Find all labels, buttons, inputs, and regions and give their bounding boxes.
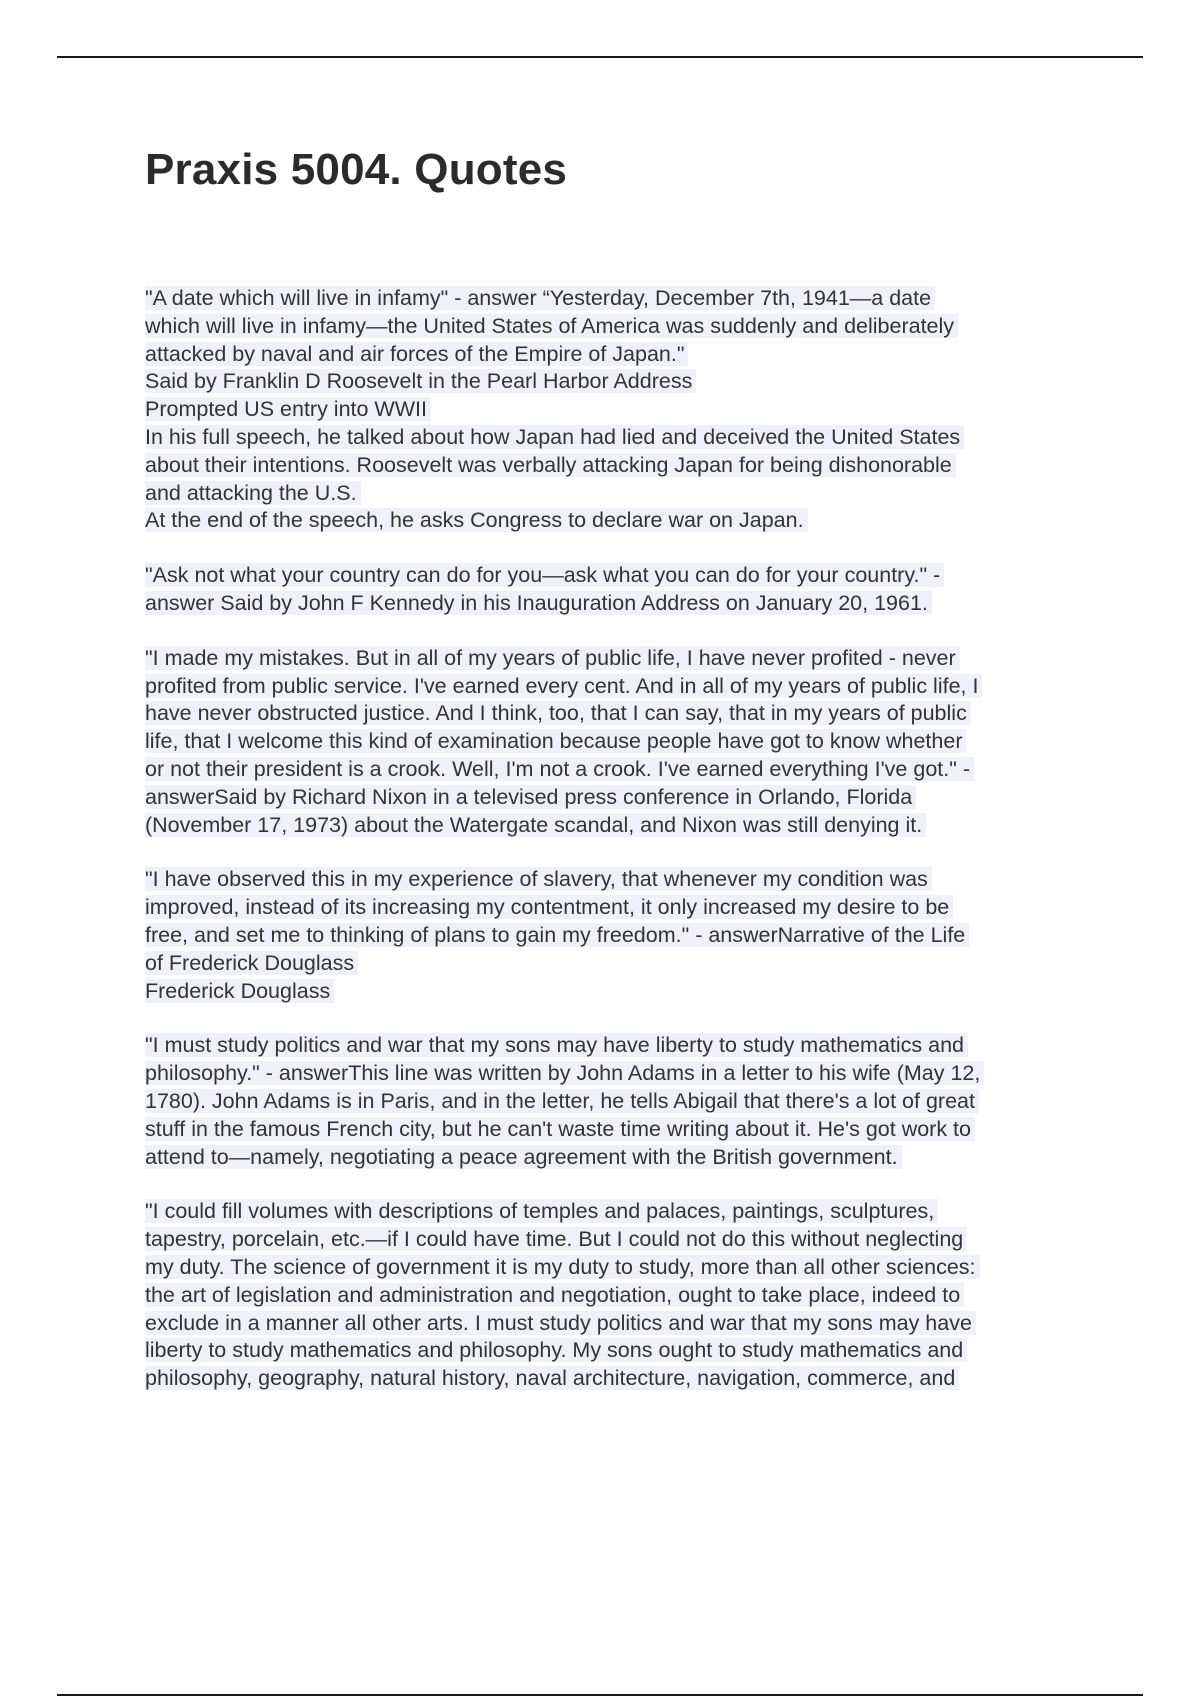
text-line-content: the art of legislation and administration and negotiation, ought to take place, indeed to (145, 1283, 964, 1307)
text-line (145, 396, 1090, 424)
text-line-content: 1780). John Adams is in Paris, and in the letter, he tells Abigail that there's a lot of great (145, 1089, 979, 1113)
text-line-content: philosophy." - answerThis line was written by John Adams in a letter to his wife (May 12, (145, 1061, 984, 1085)
text-line-content: and attacking the U.S. (145, 481, 361, 505)
text-line-content: profited from public service. I've earned every cent. And in all of my years of public life, I (145, 674, 982, 698)
text-line (145, 1060, 1090, 1088)
text-line (145, 812, 1090, 840)
text-line-content: liberty to study mathematics and philosophy. My sons ought to study mathematics and (145, 1338, 967, 1362)
text-line (145, 1282, 1090, 1310)
text-line-content: "Ask not what your country can do for you—ask what you can do for your country." - (145, 563, 944, 587)
text-line (145, 313, 1090, 341)
text-line-content: improved, instead of its increasing my contentment, it only increased my desire to be (145, 895, 953, 919)
page-title: Praxis 5004. Quotes (145, 145, 568, 194)
text-line-content: Prompted US entry into WWII (145, 397, 431, 421)
text-line-content: In his full speech, he talked about how Japan had lied and deceived the United States (145, 425, 964, 449)
document-body (145, 285, 1090, 1420)
quote-entry (145, 866, 1090, 1005)
text-line (145, 1032, 1090, 1060)
text-line-content: "I could fill volumes with descriptions of temples and palaces, paintings, sculptures, (145, 1199, 938, 1223)
text-line (145, 1116, 1090, 1144)
text-line-content: attend to—namely, negotiating a peace agreement with the British government. (145, 1145, 902, 1169)
quote-entry (145, 645, 1090, 840)
text-line-content: of Frederick Douglass (145, 951, 358, 975)
text-line (145, 728, 1090, 756)
text-line-content: "I have observed this in my experience of slavery, that whenever my condition was (145, 867, 932, 891)
text-line-content: answerSaid by Richard Nixon in a televised press conference in Orlando, Florida (145, 785, 916, 809)
quote-entry (145, 1198, 1090, 1393)
text-line (145, 1254, 1090, 1282)
text-line (145, 700, 1090, 728)
text-line (145, 756, 1090, 784)
text-line (145, 1226, 1090, 1254)
text-line (145, 978, 1090, 1006)
text-line (145, 1337, 1090, 1365)
text-line (145, 507, 1090, 535)
text-line (145, 341, 1090, 369)
text-line-content: my duty. The science of government it is my duty to study, more than all other sciences: (145, 1255, 980, 1279)
text-line (145, 1198, 1090, 1226)
text-line (145, 645, 1090, 673)
text-line (145, 866, 1090, 894)
text-line-content: life, that I welcome this kind of examination because people have got to know whether (145, 729, 966, 753)
text-line-content: answer Said by John F Kennedy in his Inauguration Address on January 20, 1961. (145, 591, 932, 615)
text-line (145, 285, 1090, 313)
text-line-content: have never obstructed justice. And I think, too, that I can say, that in my years of public (145, 701, 971, 725)
text-line-content: which will live in infamy—the United States of America was suddenly and deliberately (145, 314, 958, 338)
quote-entry (145, 285, 1090, 535)
text-line-content: tapestry, porcelain, etc.—if I could have time. But I could not do this without neglecting (145, 1227, 967, 1251)
text-line-content: about their intentions. Roosevelt was verbally attacking Japan for being dishonorable (145, 453, 956, 477)
quote-entry (145, 1032, 1090, 1171)
text-line (145, 673, 1090, 701)
text-line (145, 784, 1090, 812)
text-line (145, 424, 1090, 452)
text-line (145, 480, 1090, 508)
text-line-content: (November 17, 1973) about the Watergate scandal, and Nixon was still denying it. (145, 813, 926, 837)
text-line-content: free, and set me to thinking of plans to gain my freedom." - answerNarrative of the Life (145, 923, 969, 947)
text-line (145, 590, 1090, 618)
text-line (145, 894, 1090, 922)
text-line-content: At the end of the speech, he asks Congress to declare war on Japan. (145, 508, 808, 532)
text-line-content: "A date which will live in infamy" - answer “Yesterday, December 7th, 1941—a date (145, 286, 935, 310)
text-line (145, 950, 1090, 978)
text-line-content: exclude in a manner all other arts. I must study politics and war that my sons may have (145, 1311, 976, 1335)
text-line-content: attacked by naval and air forces of the Empire of Japan." (145, 342, 688, 366)
quote-entry (145, 562, 1090, 618)
text-line (145, 562, 1090, 590)
bottom-divider (57, 1694, 1143, 1696)
text-line-content: "I made my mistakes. But in all of my years of public life, I have never profited - never (145, 646, 960, 670)
text-line-content: "I must study politics and war that my sons may have liberty to study mathematics and (145, 1033, 968, 1057)
text-line-content: or not their president is a crook. Well, I'm not a crook. I've earned everything I've got." - (145, 757, 974, 781)
text-line (145, 1088, 1090, 1116)
text-line (145, 1144, 1090, 1172)
text-line-content: philosophy, geography, natural history, naval architecture, navigation, commerce, and (145, 1366, 959, 1390)
text-line (145, 368, 1090, 396)
text-line (145, 452, 1090, 480)
text-line-content: Said by Franklin D Roosevelt in the Pearl Harbor Address (145, 369, 696, 393)
top-divider (57, 56, 1143, 58)
text-line (145, 922, 1090, 950)
text-line-content: stuff in the famous French city, but he can't waste time writing about it. He's got work to (145, 1117, 975, 1141)
text-line (145, 1310, 1090, 1338)
text-line (145, 1365, 1090, 1393)
text-line-content: Frederick Douglass (145, 979, 334, 1003)
